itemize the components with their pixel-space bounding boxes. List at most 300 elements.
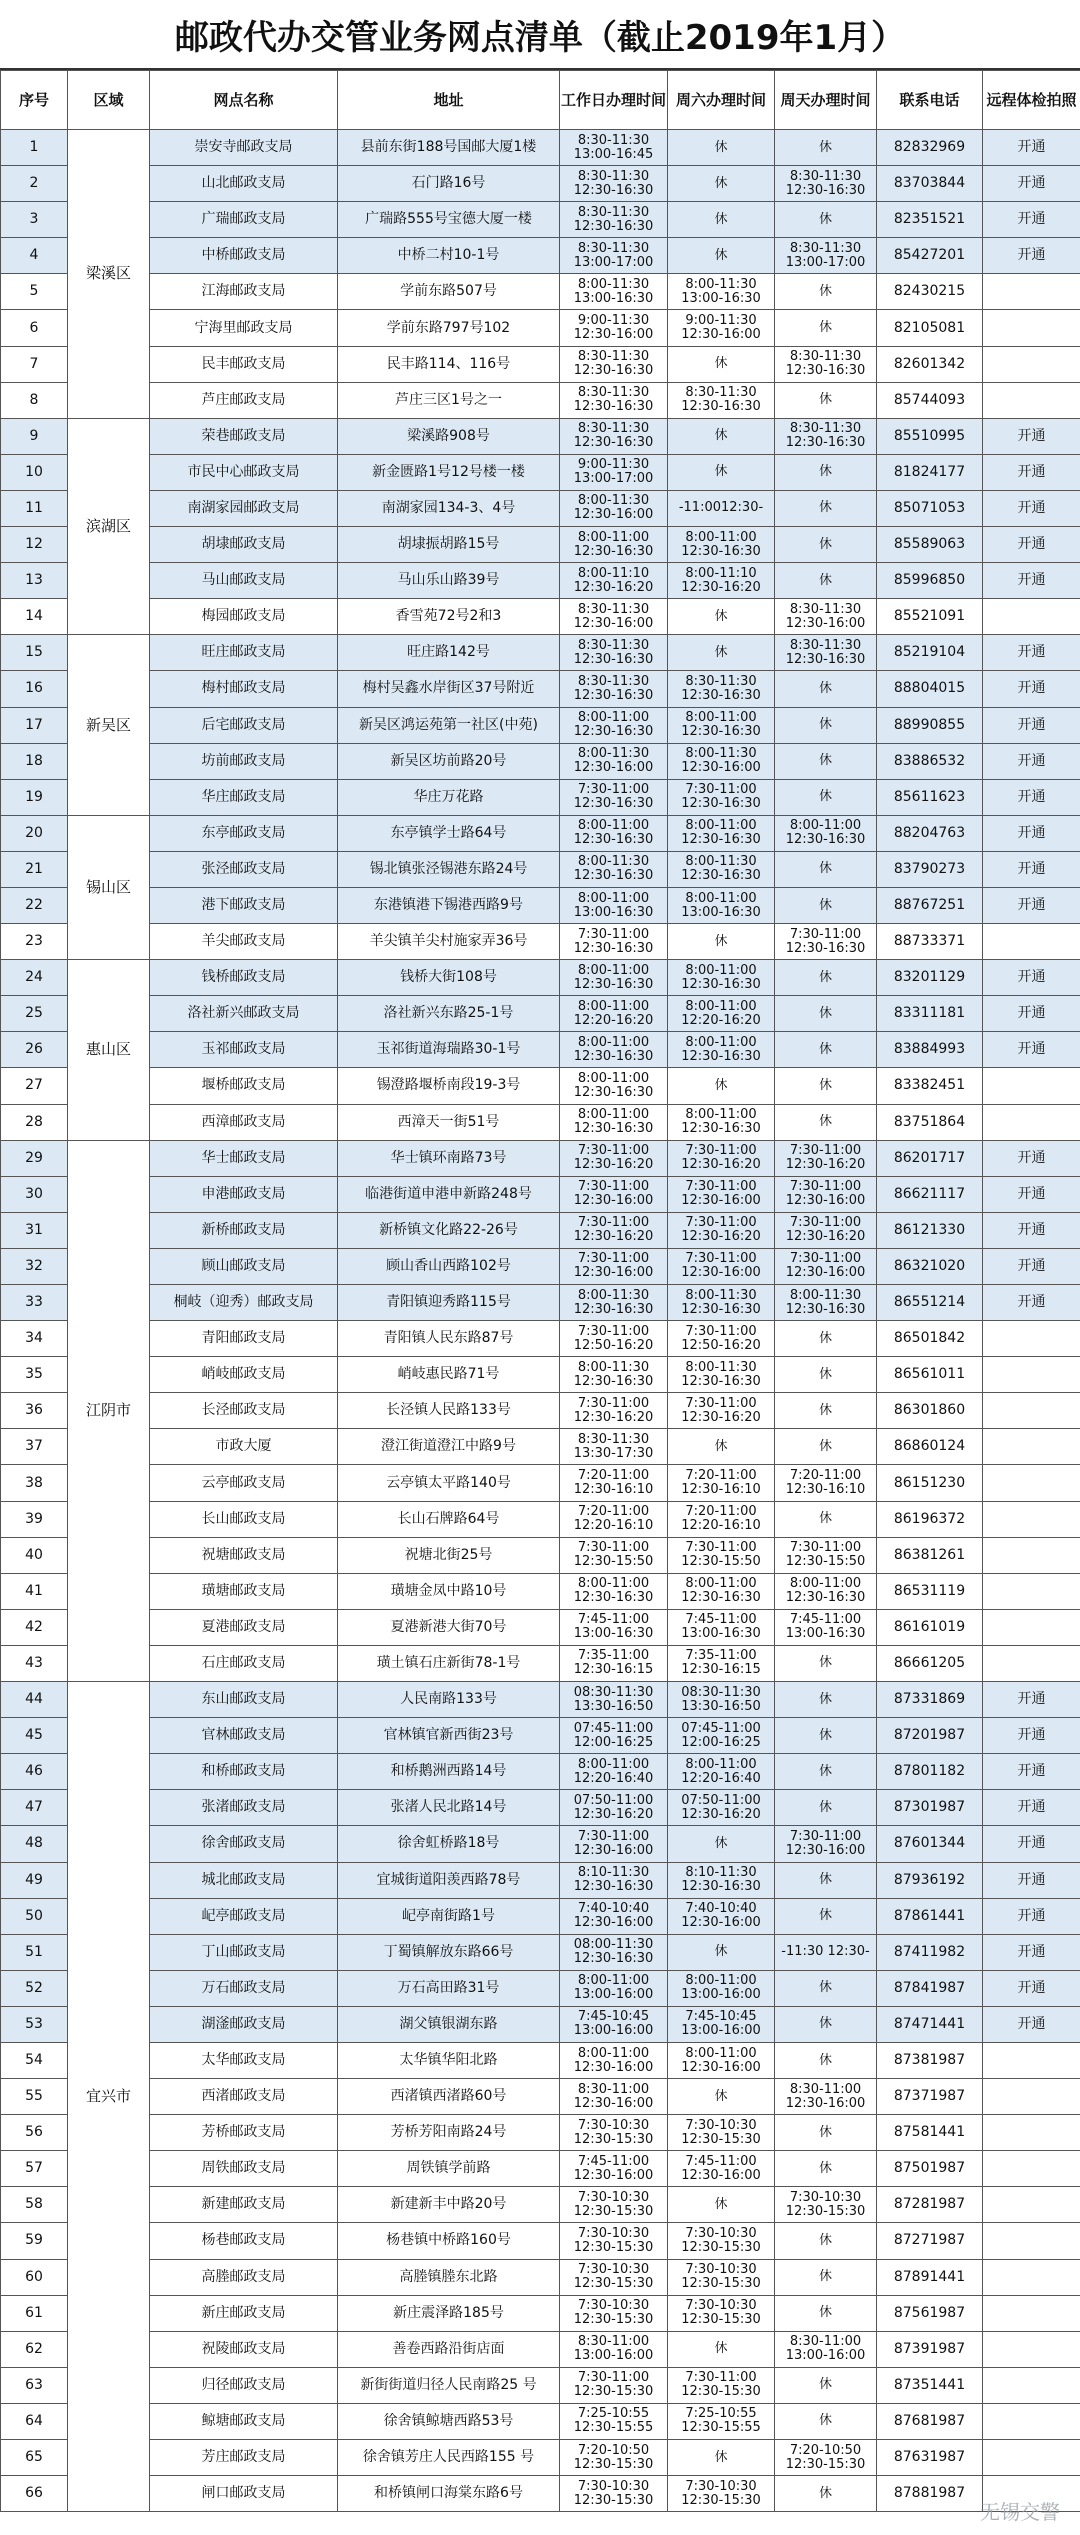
outlet-address: 中桥二村10-1号 <box>338 238 560 274</box>
weekday-hours-line1: 8:30-11:00 <box>577 2334 650 2350</box>
sunday-hours-line1: 休 <box>818 717 832 733</box>
sunday-hours-line1: 休 <box>818 500 832 516</box>
saturday-hours-line1: 休 <box>714 247 728 263</box>
sunday-hours-line2: 12:30-16:00 <box>785 615 866 631</box>
table-row <box>1 1321 1080 1357</box>
saturday-hours <box>668 2115 775 2151</box>
saturday-hours <box>668 851 775 887</box>
saturday-hours-line2: 12:30-16:30 <box>681 1301 761 1317</box>
sunday-hours-line2: 12:30-16:10 <box>785 1482 866 1498</box>
saturday-hours-line1: 7:30-11:00 <box>685 2370 757 2386</box>
saturday-hours-line1: 7:30-10:30 <box>685 2298 757 2314</box>
header-address: 地址 <box>338 71 560 130</box>
phone-number: 82105081 <box>877 310 983 346</box>
table-row <box>1 1465 1080 1501</box>
row-number: 12 <box>1 527 68 563</box>
sunday-hours <box>775 382 877 418</box>
outlet-name: 祝陵邮政支局 <box>150 2331 338 2367</box>
weekday-hours-line1: 7:30-10:30 <box>577 2298 650 2314</box>
sunday-hours-line1: 休 <box>818 1691 832 1707</box>
weekday-hours-line1: 7:30-10:30 <box>577 2189 650 2205</box>
saturday-hours <box>668 1357 775 1393</box>
phone-number: 87581441 <box>877 2115 983 2151</box>
weekday-hours-line1: 7:30-11:00 <box>577 1828 650 1844</box>
saturday-hours-line2: 12:30-16:30 <box>681 1590 761 1606</box>
outlet-name: 徐舍邮政支局 <box>150 1826 338 1862</box>
sunday-hours <box>775 202 877 238</box>
phone-number: 86201717 <box>877 1140 983 1176</box>
weekday-hours-line1: 8:00-11:30 <box>577 854 650 870</box>
phone-number: 85427201 <box>877 238 983 274</box>
weekday-hours <box>560 1140 668 1176</box>
table-row <box>1 1068 1080 1104</box>
phone-number: 87201987 <box>877 1718 983 1754</box>
outlet-address: 善卷西路沿街店面 <box>338 2331 560 2367</box>
saturday-hours-line1: 7:45-11:00 <box>685 1612 757 1628</box>
weekday-hours <box>560 1176 668 1212</box>
remote-status: 开通 <box>983 1682 1080 1718</box>
saturday-hours <box>668 1248 775 1284</box>
outlet-name: 长泾邮政支局 <box>150 1393 338 1429</box>
phone-number: 87861441 <box>877 1898 983 1934</box>
remote-status: 开通 <box>983 815 1080 851</box>
saturday-hours-line2: 12:30-16:20 <box>681 1409 761 1425</box>
outlet-name: 西漳邮政支局 <box>150 1104 338 1140</box>
sunday-hours <box>775 1754 877 1790</box>
weekday-hours <box>560 2259 668 2295</box>
sunday-hours <box>775 1321 877 1357</box>
table-row <box>1 563 1080 599</box>
saturday-hours <box>668 1682 775 1718</box>
weekday-hours-line1: 7:30-11:00 <box>577 782 650 798</box>
weekday-hours <box>560 707 668 743</box>
saturday-hours-line1: 休 <box>714 356 728 372</box>
table-row <box>1 1754 1080 1790</box>
weekday-hours-line1: 8:10-11:30 <box>577 1865 650 1881</box>
weekday-hours <box>560 2079 668 2115</box>
sunday-hours <box>775 1429 877 1465</box>
sunday-hours-line1: -11:30 12:30- <box>781 1944 870 1960</box>
saturday-hours-line2: 12:30-15:50 <box>681 1554 761 1570</box>
saturday-hours <box>668 996 775 1032</box>
remote-status <box>983 1537 1080 1573</box>
sunday-hours-line1: 休 <box>818 1402 832 1418</box>
sunday-hours-line1: 休 <box>818 1655 832 1671</box>
weekday-hours-line2: 12:30-16:00 <box>573 507 654 523</box>
remote-status: 开通 <box>983 1248 1080 1284</box>
sunday-hours-line1: 7:30-11:00 <box>789 1251 862 1267</box>
phone-number: 88767251 <box>877 887 983 923</box>
table-row <box>1 599 1080 635</box>
phone-number: 87936192 <box>877 1862 983 1898</box>
saturday-hours-line1: 8:00-11:00 <box>685 1107 757 1123</box>
outlet-address: 屺亭南街路1号 <box>338 1898 560 1934</box>
saturday-hours-line2: 13:30-16:50 <box>681 1698 761 1714</box>
sunday-hours <box>775 1212 877 1248</box>
row-number: 43 <box>1 1645 68 1681</box>
weekday-hours-line1: 7:30-11:00 <box>577 1179 650 1195</box>
sunday-hours-line2: 12:30-16:30 <box>785 435 866 451</box>
saturday-hours-line2: 12:30-16:30 <box>681 1373 761 1389</box>
saturday-hours-line2: 12:30-16:30 <box>681 399 761 415</box>
row-number: 1 <box>1 130 68 166</box>
outlet-address: 夏港新港大街70号 <box>338 1609 560 1645</box>
saturday-hours <box>668 166 775 202</box>
weekday-hours-line2: 12:30-16:30 <box>573 399 654 415</box>
saturday-hours-line1: 8:00-11:00 <box>685 2045 757 2061</box>
outlet-name: 崇安寺邮政支局 <box>150 130 338 166</box>
weekday-hours <box>560 2151 668 2187</box>
weekday-hours-line1: 7:45-11:00 <box>577 1612 650 1628</box>
weekday-hours <box>560 1754 668 1790</box>
row-number: 24 <box>1 960 68 996</box>
weekday-hours <box>560 1357 668 1393</box>
saturday-hours <box>668 1285 775 1321</box>
outlet-name: 市政大厦 <box>150 1429 338 1465</box>
sunday-hours-line1: 休 <box>818 572 832 588</box>
weekday-hours-line1: 8:30-11:00 <box>577 2081 650 2097</box>
sunday-hours <box>775 2006 877 2042</box>
remote-status <box>983 1393 1080 1429</box>
saturday-hours <box>668 815 775 851</box>
phone-number: 87561987 <box>877 2295 983 2331</box>
remote-status <box>983 1357 1080 1393</box>
weekday-hours-line1: 8:00-11:30 <box>577 746 650 762</box>
sunday-hours <box>775 2115 877 2151</box>
remote-status <box>983 1609 1080 1645</box>
sunday-hours-line1: 休 <box>818 139 832 155</box>
outlet-address: 东亭镇学士路64号 <box>338 815 560 851</box>
remote-status: 开通 <box>983 454 1080 490</box>
saturday-hours-line1: 休 <box>714 933 728 949</box>
sunday-hours <box>775 1718 877 1754</box>
outlet-address: 南湖家园134-3、4号 <box>338 490 560 526</box>
saturday-hours <box>668 779 775 815</box>
phone-number: 87381987 <box>877 2042 983 2078</box>
row-number: 51 <box>1 1934 68 1970</box>
saturday-hours <box>668 2079 775 2115</box>
table-row <box>1 996 1080 1032</box>
row-number: 25 <box>1 996 68 1032</box>
saturday-hours-line1: 08:30-11:30 <box>681 1684 761 1700</box>
outlet-address: 华士镇环南路73号 <box>338 1140 560 1176</box>
table-row <box>1 2295 1080 2331</box>
weekday-hours-line1: 8:30-11:30 <box>577 385 650 401</box>
sunday-hours-line1: 7:30-11:00 <box>789 1828 862 1844</box>
table-row <box>1 1537 1080 1573</box>
saturday-hours-line1: 8:00-11:10 <box>685 565 757 581</box>
saturday-hours-line2: 12:30-15:30 <box>681 2492 761 2508</box>
row-number: 40 <box>1 1537 68 1573</box>
saturday-hours-line1: 7:20-11:00 <box>685 1504 757 1520</box>
row-number: 14 <box>1 599 68 635</box>
sunday-hours <box>775 454 877 490</box>
saturday-hours-line1: 休 <box>714 1438 728 1454</box>
remote-status <box>983 2403 1080 2439</box>
weekday-hours-line2: 12:30-16:30 <box>573 1084 654 1100</box>
saturday-hours-line1: 休 <box>714 2196 728 2212</box>
weekday-hours-line1: 8:00-11:00 <box>577 1034 650 1050</box>
sunday-hours <box>775 815 877 851</box>
outlet-name: 屺亭邮政支局 <box>150 1898 338 1934</box>
table-row <box>1 382 1080 418</box>
sunday-hours <box>775 2476 877 2512</box>
outlet-address: 锡澄路堰桥南段19-3号 <box>338 1068 560 1104</box>
sunday-hours-line1: 8:30-11:30 <box>789 601 862 617</box>
saturday-hours <box>668 635 775 671</box>
saturday-hours-line1: 8:00-11:00 <box>685 890 757 906</box>
weekday-hours-line1: 8:30-11:30 <box>577 240 650 256</box>
saturday-hours-line1: 8:00-11:00 <box>685 998 757 1014</box>
header-phone: 联系电话 <box>877 71 983 130</box>
outlet-address: 旺庄路142号 <box>338 635 560 671</box>
sunday-hours <box>775 1970 877 2006</box>
row-number: 28 <box>1 1104 68 1140</box>
row-number: 35 <box>1 1357 68 1393</box>
saturday-hours <box>668 1862 775 1898</box>
row-number: 54 <box>1 2042 68 2078</box>
outlet-address: 新吴区坊前路20号 <box>338 743 560 779</box>
weekday-hours-line2: 12:30-15:30 <box>573 2312 654 2328</box>
row-number: 27 <box>1 1068 68 1104</box>
remote-status: 开通 <box>983 202 1080 238</box>
remote-status <box>983 2440 1080 2476</box>
saturday-hours-line2: 13:00-16:30 <box>681 904 761 920</box>
sunday-hours-line1: 休 <box>818 1908 832 1924</box>
weekday-hours-line2: 12:30-16:00 <box>573 1842 654 1858</box>
sunday-hours-line1: 7:30-11:00 <box>789 1179 862 1195</box>
sunday-hours <box>775 2079 877 2115</box>
table-row <box>1 1501 1080 1537</box>
sunday-hours-line1: 7:30-11:00 <box>789 1215 862 1231</box>
phone-number: 87301987 <box>877 1790 983 1826</box>
weekday-hours <box>560 1682 668 1718</box>
saturday-hours <box>668 960 775 996</box>
remote-status: 开通 <box>983 779 1080 815</box>
district-cell: 锡山区 <box>68 815 150 959</box>
saturday-hours <box>668 1032 775 1068</box>
weekday-hours <box>560 1609 668 1645</box>
remote-status <box>983 274 1080 310</box>
weekday-hours-line2: 12:30-16:20 <box>573 1229 654 1245</box>
weekday-hours-line1: 8:00-11:00 <box>577 1107 650 1123</box>
saturday-hours-line2: 12:30-16:00 <box>681 2167 761 2183</box>
row-number: 18 <box>1 743 68 779</box>
table-body <box>1 130 1080 2512</box>
weekday-hours-line1: 7:40-10:40 <box>577 1901 650 1917</box>
weekday-hours <box>560 1790 668 1826</box>
remote-status: 开通 <box>983 2006 1080 2042</box>
phone-number: 86381261 <box>877 1537 983 1573</box>
remote-status <box>983 2223 1080 2259</box>
weekday-hours-line2: 12:30-15:30 <box>573 2131 654 2147</box>
weekday-hours <box>560 960 668 996</box>
weekday-hours <box>560 1393 668 1429</box>
row-number: 5 <box>1 274 68 310</box>
row-number: 31 <box>1 1212 68 1248</box>
table-row <box>1 2367 1080 2403</box>
remote-status <box>983 310 1080 346</box>
weekday-hours-line2: 12:30-16:30 <box>573 832 654 848</box>
sunday-hours-line1: 休 <box>818 464 832 480</box>
saturday-hours-line2: 13:00-16:30 <box>681 290 761 306</box>
table-row <box>1 1429 1080 1465</box>
phone-number: 87631987 <box>877 2440 983 2476</box>
weekday-hours-line2: 12:30-16:30 <box>573 868 654 884</box>
outlet-name: 钱桥邮政支局 <box>150 960 338 996</box>
outlet-name: 东亭邮政支局 <box>150 815 338 851</box>
phone-number: 85744093 <box>877 382 983 418</box>
phone-number: 87841987 <box>877 1970 983 2006</box>
saturday-hours-line1: 休 <box>714 1077 728 1093</box>
sunday-hours-line1: 7:30-11:00 <box>789 926 862 942</box>
saturday-hours-line1: 休 <box>714 211 728 227</box>
saturday-hours-line1: 8:00-11:30 <box>685 746 757 762</box>
outlet-address: 徐舍镇鲸塘西路53号 <box>338 2403 560 2439</box>
row-number: 21 <box>1 851 68 887</box>
weekday-hours-line1: 7:30-11:00 <box>577 1143 650 1159</box>
row-number: 11 <box>1 490 68 526</box>
saturday-hours-line1: 休 <box>714 2449 728 2465</box>
weekday-hours-line2: 12:30-16:30 <box>573 1048 654 1064</box>
saturday-hours-line2: 12:30-16:20 <box>681 1157 761 1173</box>
saturday-hours-line1: 7:30-10:30 <box>685 2478 757 2494</box>
outlet-address: 梁溪路908号 <box>338 418 560 454</box>
weekday-hours <box>560 1898 668 1934</box>
sunday-hours <box>775 1862 877 1898</box>
saturday-hours-line2: 12:30-16:30 <box>681 687 761 703</box>
weekday-hours <box>560 1718 668 1754</box>
remote-status: 开通 <box>983 527 1080 563</box>
remote-status <box>983 2187 1080 2223</box>
table-row <box>1 1248 1080 1284</box>
saturday-hours-line2: 12:30-15:30 <box>681 2131 761 2147</box>
saturday-hours-line2: 13:00-16:00 <box>681 1987 761 2003</box>
row-number: 13 <box>1 563 68 599</box>
weekday-hours <box>560 1285 668 1321</box>
weekday-hours-line2: 13:00-16:30 <box>573 904 654 920</box>
sunday-hours-line1: 8:30-11:30 <box>789 421 862 437</box>
weekday-hours <box>560 490 668 526</box>
sunday-hours-line2: 12:30-16:20 <box>785 1229 866 1245</box>
weekday-hours-line2: 12:20-16:10 <box>573 1518 654 1534</box>
saturday-hours-line1: 8:10-11:30 <box>685 1865 757 1881</box>
phone-number: 86561011 <box>877 1357 983 1393</box>
sunday-hours <box>775 1104 877 1140</box>
weekday-hours-line1: 8:00-11:00 <box>577 890 650 906</box>
weekday-hours-line1: 7:45-10:45 <box>577 2009 650 2025</box>
phone-number: 88990855 <box>877 707 983 743</box>
sunday-hours <box>775 1645 877 1681</box>
saturday-hours-line1: 休 <box>714 2088 728 2104</box>
table-row <box>1 815 1080 851</box>
weekday-hours-line2: 12:30-16:30 <box>573 1951 654 1967</box>
outlet-address: 马山乐山路39号 <box>338 563 560 599</box>
saturday-hours-line2: 12:30-15:30 <box>681 2384 761 2400</box>
row-number: 66 <box>1 2476 68 2512</box>
weekday-hours-line2: 12:50-16:20 <box>573 1337 654 1353</box>
saturday-hours-line1: 休 <box>714 175 728 191</box>
saturday-hours-line1: 7:30-11:00 <box>685 1179 757 1195</box>
weekday-hours-line2: 12:30-16:30 <box>573 363 654 379</box>
weekday-hours-line2: 12:30-15:30 <box>573 2492 654 2508</box>
sunday-hours <box>775 1826 877 1862</box>
outlet-address: 羊尖镇羊尖村施家弄36号 <box>338 924 560 960</box>
phone-number: 85071053 <box>877 490 983 526</box>
outlet-address: 县前东街188号国邮大厦1楼 <box>338 130 560 166</box>
remote-status <box>983 2115 1080 2151</box>
weekday-hours-line1: 8:00-11:00 <box>577 962 650 978</box>
weekday-hours-line1: 7:30-10:30 <box>577 2225 650 2241</box>
weekday-hours-line1: 8:30-11:30 <box>577 132 650 148</box>
sunday-hours <box>775 2187 877 2223</box>
phone-number: 87351441 <box>877 2367 983 2403</box>
outlet-name: 坊前邮政支局 <box>150 743 338 779</box>
weekday-hours <box>560 743 668 779</box>
outlet-address: 丁蜀镇解放东路66号 <box>338 1934 560 1970</box>
saturday-hours <box>668 707 775 743</box>
table-row <box>1 1104 1080 1140</box>
weekday-hours <box>560 1429 668 1465</box>
remote-status: 开通 <box>983 1934 1080 1970</box>
table-row <box>1 2259 1080 2295</box>
outlet-address: 胡埭振胡路15号 <box>338 527 560 563</box>
saturday-hours <box>668 2042 775 2078</box>
remote-status <box>983 1573 1080 1609</box>
weekday-hours-line2: 12:30-16:30 <box>573 1590 654 1606</box>
outlet-name: 张渚邮政支局 <box>150 1790 338 1826</box>
table-row <box>1 1176 1080 1212</box>
table-row <box>1 960 1080 996</box>
remote-status <box>983 2151 1080 2187</box>
remote-status <box>983 382 1080 418</box>
weekday-hours-line1: 7:30-11:00 <box>577 926 650 942</box>
weekday-hours-line2: 12:30-16:00 <box>573 2167 654 2183</box>
saturday-hours-line1: 7:30-10:30 <box>685 2225 757 2241</box>
outlet-name: 港下邮政支局 <box>150 887 338 923</box>
outlet-address: 新金匮路1号12号楼一楼 <box>338 454 560 490</box>
weekday-hours-line1: 08:30-11:30 <box>573 1684 654 1700</box>
outlet-name: 山北邮政支局 <box>150 166 338 202</box>
weekday-hours <box>560 599 668 635</box>
outlet-address: 湖父镇银湖东路 <box>338 2006 560 2042</box>
table-row <box>1 851 1080 887</box>
weekday-hours <box>560 1212 668 1248</box>
row-number: 29 <box>1 1140 68 1176</box>
row-number: 37 <box>1 1429 68 1465</box>
sunday-hours-line1: 休 <box>818 1763 832 1779</box>
sunday-hours-line2: 12:30-16:00 <box>785 1193 866 1209</box>
outlet-address: 临港街道申港申新路248号 <box>338 1176 560 1212</box>
saturday-hours <box>668 490 775 526</box>
row-number: 15 <box>1 635 68 671</box>
weekday-hours-line1: 8:30-11:30 <box>577 349 650 365</box>
saturday-hours-line1: 7:30-11:00 <box>685 1251 757 1267</box>
saturday-hours-line2: 12:30-16:30 <box>681 543 761 559</box>
weekday-hours-line2: 12:30-16:15 <box>573 1662 654 1678</box>
header-remote: 远程体检拍照 <box>983 71 1080 130</box>
saturday-hours-line1: 8:00-11:00 <box>685 1973 757 1989</box>
sunday-hours <box>775 2403 877 2439</box>
sunday-hours-line1: 休 <box>818 283 832 299</box>
saturday-hours <box>668 1176 775 1212</box>
saturday-hours <box>668 2403 775 2439</box>
table-row <box>1 490 1080 526</box>
outlet-name: 峭岐邮政支局 <box>150 1357 338 1393</box>
saturday-hours <box>668 2476 775 2512</box>
sunday-hours-line1: 休 <box>818 1330 832 1346</box>
saturday-hours <box>668 1068 775 1104</box>
